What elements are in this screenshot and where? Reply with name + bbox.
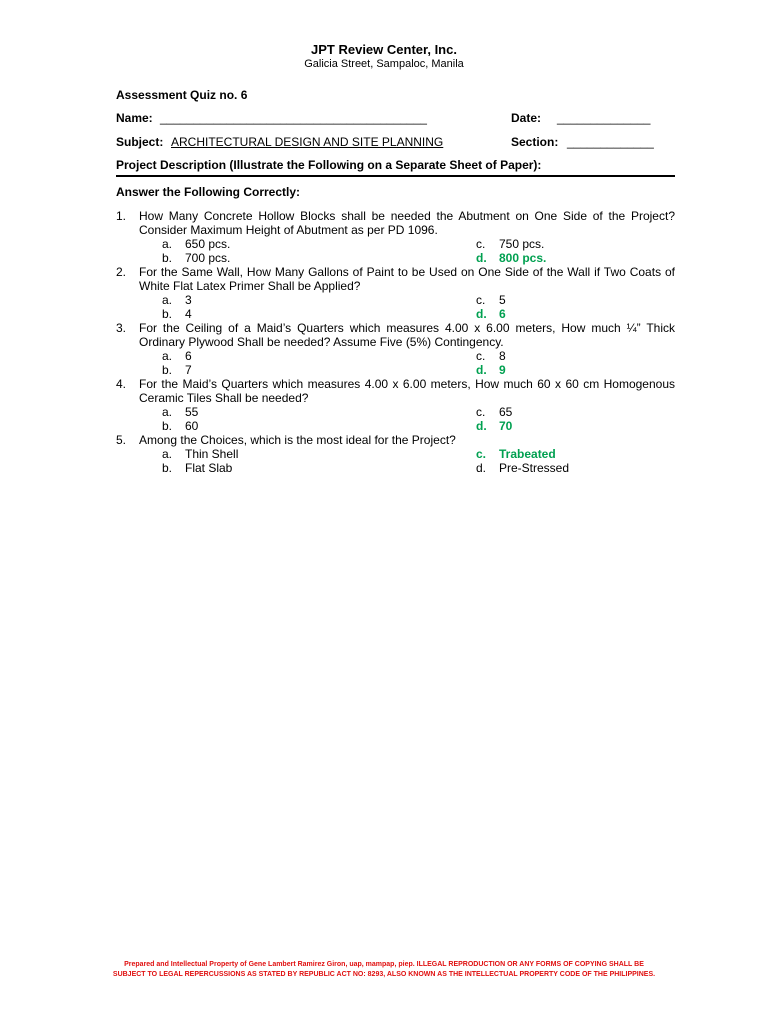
- quiz-title: Assessment Quiz no. 6: [116, 88, 248, 102]
- question-text: How Many Concrete Hollow Blocks shall be needed the Abutment on One Side of the Project? Consider Maximum Height of Abutment as per PD 1096.: [139, 209, 675, 237]
- org-name: JPT Review Center, Inc.: [311, 42, 457, 57]
- option-a[interactable]: a. 55: [162, 405, 199, 419]
- question-text: Among the Choices, which is the most ideal for the Project?: [139, 433, 456, 447]
- option-b[interactable]: b. 60: [162, 419, 199, 433]
- option-b[interactable]: b. 7: [162, 363, 192, 377]
- date-label: Date:: [511, 111, 542, 125]
- option-a[interactable]: a. Thin Shell: [162, 447, 239, 461]
- question-number: 1.: [116, 209, 127, 223]
- name-label: Name:: [116, 111, 153, 125]
- question-text: For the Same Wall, How Many Gallons of Paint to be Used on One Side of the Wall if Two Coats of White Flat Latex Primer Shall be Applied?: [139, 265, 675, 293]
- project-description: Project Description (Illustrate the Following on a Separate Sheet of Paper):: [116, 158, 542, 172]
- subject-value: ARCHITECTURAL DESIGN AND SITE PLANNING: [171, 135, 444, 149]
- name-field[interactable]: ________________________________________: [160, 111, 427, 125]
- date-field[interactable]: ______________: [557, 111, 651, 125]
- question-text: For the Ceiling of a Maid’s Quarters which measures 4.00 x 6.00 meters, How much ¼” Thick Ordinary Plywood Shall be needed? Assume Five (5%) Contingency.: [139, 321, 675, 349]
- option-d-correct[interactable]: d. 9: [476, 363, 506, 377]
- divider-line: [116, 175, 675, 177]
- footer-line-2: SUBJECT TO LEGAL REPERCUSSIONS AS STATED BY REPUBLIC ACT NO: 8293, ALSO KNOWN AS THE INTELLECTUAL PROPERTY CODE OF THE PHILIPPINES.: [112, 971, 656, 978]
- option-b[interactable]: b. Flat Slab: [162, 461, 233, 475]
- question-number: 3.: [116, 321, 127, 335]
- option-b[interactable]: b. 700 pcs.: [162, 251, 231, 265]
- option-d-correct[interactable]: d. 800 pcs.: [476, 251, 547, 265]
- section-field[interactable]: _____________: [567, 135, 654, 149]
- option-a[interactable]: a. 650 pcs.: [162, 237, 231, 251]
- option-a[interactable]: a. 6: [162, 349, 192, 363]
- option-d[interactable]: d. Pre-Stressed: [476, 461, 570, 475]
- option-a[interactable]: a. 3: [162, 293, 192, 307]
- option-d-correct[interactable]: d. 70: [476, 419, 513, 433]
- question-number: 2.: [116, 265, 127, 279]
- option-b[interactable]: b. 4: [162, 307, 192, 321]
- copyright-footer: [0, 960, 768, 980]
- footer-line-1: Prepared and Intellectual Property of Gene Lambert Ramirez Giron, uap, mampap, piep. ILLEGAL REPRODUCTION OR ANY FORMS OF COPYING SHALL BE: [124, 961, 644, 968]
- option-c-correct[interactable]: c. Trabeated: [476, 447, 556, 461]
- question-text: For the Maid’s Quarters which measures 4.00 x 6.00 meters, How much 60 x 60 cm Homogenous Ceramic Tiles Shall be needed?: [139, 377, 675, 405]
- option-c[interactable]: c. 750 pcs.: [476, 237, 545, 251]
- option-c[interactable]: c. 65: [476, 405, 513, 419]
- question-number: 4.: [116, 377, 127, 391]
- answer-heading: Answer the Following Correctly:: [116, 185, 301, 199]
- question-number: 5.: [116, 433, 127, 447]
- option-d-correct[interactable]: d. 6: [476, 307, 506, 321]
- option-c[interactable]: c. 8: [476, 349, 506, 363]
- subject-label: Subject:: [116, 135, 164, 149]
- option-c[interactable]: c. 5: [476, 293, 506, 307]
- section-label: Section:: [511, 135, 559, 149]
- org-address: Galicia Street, Sampaloc, Manila: [304, 58, 464, 70]
